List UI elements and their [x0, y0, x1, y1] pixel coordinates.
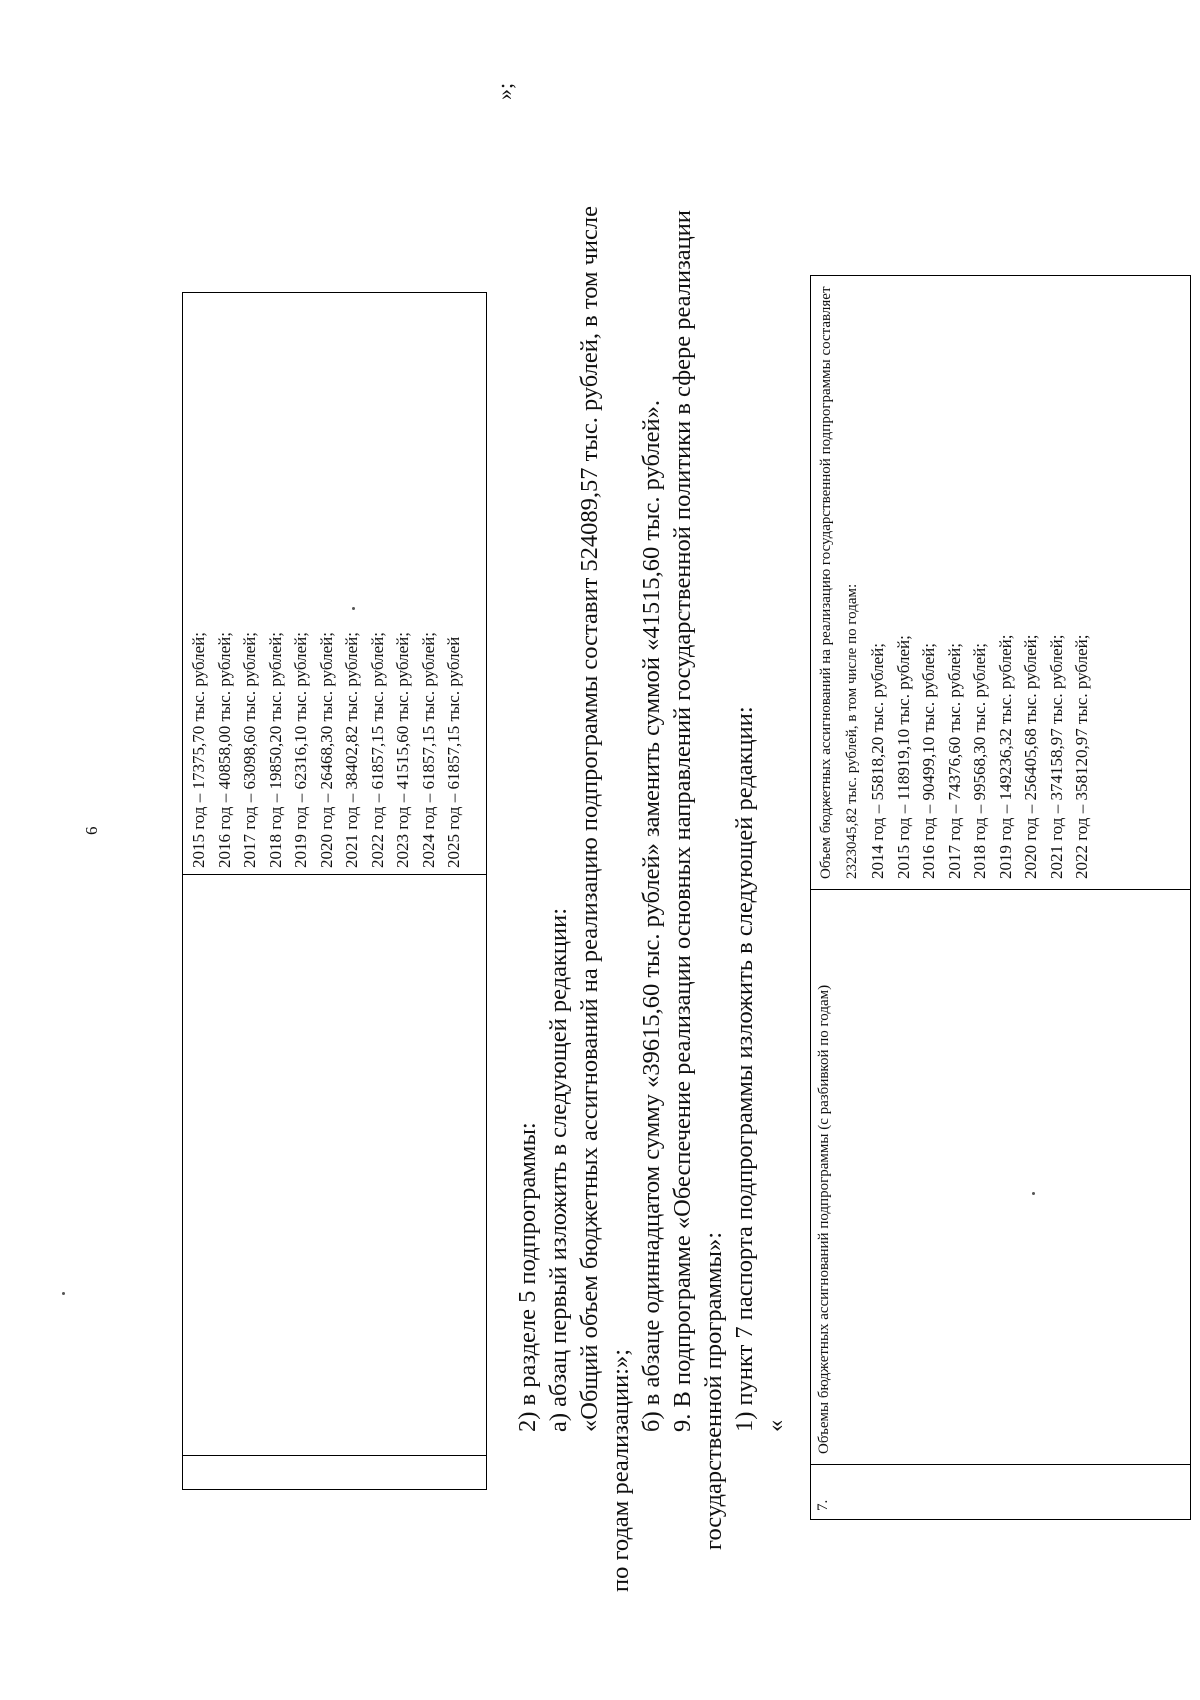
paragraph-quote-start: «Общий объем бюджетных ассигнований на реализацию подпрограммы составит 524089,57 тыс. рублей, в том числе: [576, 205, 603, 1432]
year-line: 2016 год – 90499,10 тыс. рублей;: [919, 643, 938, 879]
paragraph-item-a: а) абзац первый изложить в следующей редакции:: [545, 907, 572, 1432]
year-line: 2015 год – 17375,70 тыс. рублей;: [189, 632, 208, 868]
paragraph-section-9: 9. В подпрограмме «Обеспечение реализации основных направлений государственной политики в сфере реализации: [669, 210, 696, 1432]
scan-speck: [62, 1292, 65, 1295]
year-line: 2020 год – 26468,30 тыс. рублей;: [316, 632, 336, 868]
paragraph-section-9-cont: государственной программы»:: [700, 1231, 727, 1550]
summary-line: 2323045,82 тыс. рублей, в том числе по годам:: [843, 583, 860, 879]
scan-speck: [352, 607, 355, 610]
year-line: 2019 год – 149236,32 тыс. рублей;: [995, 634, 1015, 879]
year-line: 2023 год – 41515,60 тыс. рублей;: [393, 632, 412, 868]
year-line: 2020 год – 256405,68 тыс. рублей;: [1021, 634, 1040, 879]
page-number: 6: [82, 826, 101, 835]
year-line: 2017 год – 74376,60 тыс. рублей;: [944, 643, 964, 879]
year-line: 2016 год – 40858,00 тыс. рублей;: [214, 632, 234, 868]
open-quote: «: [762, 1419, 789, 1432]
year-line: 2014 год – 55818,20 тыс. рублей;: [868, 643, 887, 879]
closing-quote: »;: [492, 82, 517, 100]
year-line: 2018 год – 99568,30 тыс. рублей;: [970, 643, 989, 879]
table-cell-number: [183, 1456, 487, 1490]
summary-line: Объем бюджетных ассигнований на реализацию государственной подпрограммы составляет: [818, 286, 834, 879]
paragraph-item-1: 1) пункт 7 паспорта подпрограммы изложить в следующей редакции:: [731, 706, 758, 1432]
table-cell-label: [183, 875, 487, 1456]
table-cell-label: Объемы бюджетных ассигнований подпрограммы (с разбивкой по годам): [811, 890, 1191, 1465]
year-line: 2019 год – 62316,10 тыс. рублей;: [291, 632, 310, 868]
paragraph-quote-end: по годам реализации:»;: [607, 1348, 634, 1592]
table-cell-years: [811, 276, 1191, 890]
allocation-table-continued: [182, 292, 487, 1490]
year-line: 2021 год – 374158,97 тыс. рублей;: [1046, 634, 1066, 879]
year-line: 2017 год – 63098,60 тыс. рублей;: [240, 632, 259, 868]
scan-speck: [1032, 1192, 1035, 1195]
paragraph-section-5: 2) в разделе 5 подпрограммы:: [514, 1122, 541, 1432]
paragraph-item-b: б) в абзаце одиннадцатом сумму «39615,60 тыс. рублей» заменить суммой «41515,60 тыс. рублей».: [638, 400, 665, 1432]
table-cell-years: [183, 293, 487, 875]
year-line: 2025 год – 61857,15 тыс. рублей: [444, 636, 463, 868]
year-line: 2015 год – 118919,10 тыс. рублей;: [893, 635, 913, 879]
year-line: 2024 год – 61857,15 тыс. рублей;: [418, 632, 438, 868]
year-line: 2021 год – 38402,82 тыс. рублей;: [342, 632, 361, 868]
year-line: 2018 год – 19850,20 тыс. рублей;: [265, 632, 285, 868]
allocation-table-new: [810, 275, 1191, 1520]
year-line: 2022 год – 358120,97 тыс. рублей;: [1072, 634, 1091, 879]
table-cell-number: 7.: [811, 1465, 1191, 1520]
year-line: 2022 год – 61857,15 тыс. рублей;: [367, 632, 387, 868]
